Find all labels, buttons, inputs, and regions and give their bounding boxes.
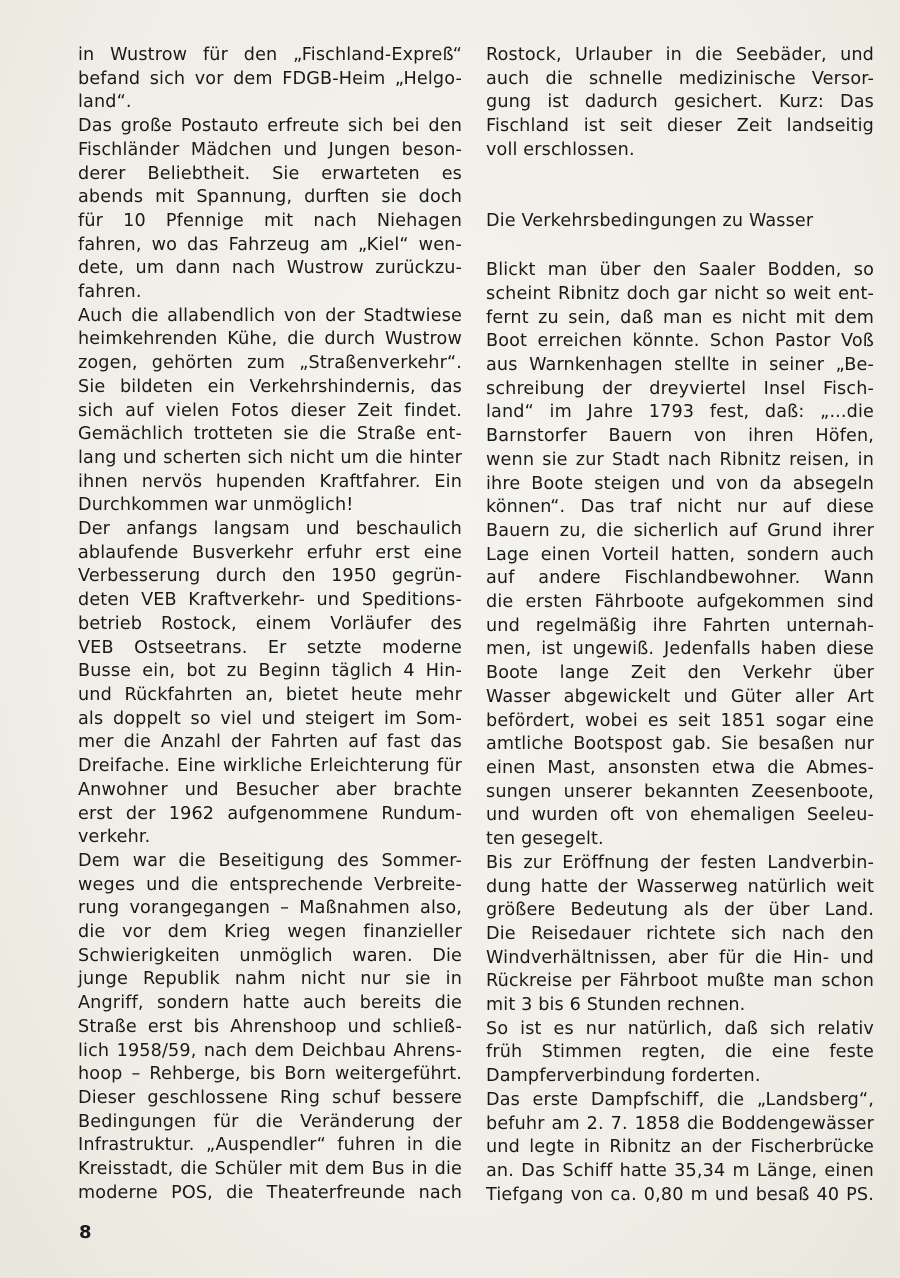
text-line: und wurden oft von ehemaligen Seeleu- — [486, 805, 874, 826]
text-line: erst der 1962 aufgenommene Rundum- — [78, 803, 462, 824]
text-line: lang und scherten sich nicht um die hinter — [78, 447, 462, 468]
text-line: Durchkommen war unmöglich! — [78, 495, 354, 516]
text-line: Bauern zu, die sicherlich auf Grund ihrer — [486, 520, 874, 541]
text-line: Infrastruktur. „Auspendler“ fuhren in die — [78, 1135, 462, 1156]
text-line: abends mit Spannung, durften sie doch — [78, 187, 462, 208]
text-line: früh Stimmen regten, die eine feste — [486, 1042, 874, 1063]
text-line: weges und die entsprechende Verbreite- — [78, 874, 462, 895]
text-line: gung ist dadurch gesichert. Kurz: Das — [486, 92, 874, 113]
text-line: dung hatte der Wasserweg natürlich weit — [486, 876, 874, 897]
text-line: dete, um dann nach Wustrow zurückzu- — [78, 258, 462, 279]
text-line: Wasser abgewickelt und Güter aller Art — [486, 686, 874, 707]
text-line: größere Bedeutung als der über Land. — [486, 900, 874, 921]
text-line: Boot erreichen könnte. Schon Pastor Voß — [486, 331, 874, 352]
text-line: mit 3 bis 6 Stunden rechnen. — [486, 995, 746, 1016]
text-line: Dreifache. Eine wirkliche Erleichterung für — [78, 756, 462, 777]
text-line: deten VEB Kraftverkehr- und Speditions- — [78, 590, 462, 611]
text-line: in Wustrow für den „Fischland-Expreß“ — [78, 45, 462, 65]
text-line: lich 1958/59, nach dem Deichbau Ahrens- — [78, 1040, 462, 1061]
text-line: Der anfangs langsam und beschaulich — [78, 519, 462, 540]
text-line: betrieb Rostock, einem Vorläufer des — [78, 613, 462, 634]
text-line: land“. — [78, 92, 132, 113]
text-line: als doppelt so viel und steigert im Som- — [78, 708, 462, 729]
text-line: Rückreise per Fährboot mußte man schon — [486, 971, 874, 992]
text-line: Das erste Dampfschiff, die „Landsberg“, — [486, 1089, 874, 1110]
text-line: Busse ein, bot zu Beginn täglich 4 Hin- — [78, 661, 462, 682]
text-line: mer die Anzahl der Fahrten auf fast das — [78, 732, 462, 753]
text-line: scheint Ribnitz doch gar nicht so weit ent- — [486, 283, 874, 304]
text-line: Fischland ist seit dieser Zeit landseitig — [486, 116, 874, 137]
text-line: So ist es nur natürlich, daß sich relativ — [486, 1018, 874, 1039]
right-column-intro — [486, 44, 874, 163]
text-line: hoop – Rehberge, bis Born weitergeführt. — [78, 1064, 462, 1085]
text-line: wenn sie zur Stadt nach Ribnitz reisen, in — [486, 449, 874, 470]
text-line: Barnstorfer Bauern von ihren Höfen, — [486, 426, 874, 447]
text-line: Gemächlich trotteten sie die Straße ent- — [78, 424, 462, 445]
text-line: voll erschlossen. — [486, 139, 635, 160]
text-line: moderne POS, die Theaterfreunde nach — [78, 1182, 462, 1203]
text-line: fahren, wo das Fahrzeug am „Kiel“ wen- — [78, 234, 462, 255]
text-line: Schwierigkeiten unmöglich waren. Die — [78, 945, 462, 966]
text-line: schreibung der dreyviertel Insel Fisch- — [486, 378, 874, 399]
text-line: heimkehrenden Kühe, die durch Wustrow — [78, 329, 462, 350]
text-line: ihnen nervös hupenden Kraftfahrer. Ein — [78, 471, 462, 492]
text-line: zogen, gehörten zum „Straßenverkehr“. — [78, 353, 462, 374]
text-line: fahren. — [78, 282, 142, 303]
text-line: und regelmäßig ihre Fahrten unternah- — [486, 615, 874, 636]
text-line: Das große Postauto erfreute sich bei den — [78, 116, 462, 137]
text-line: Tiefgang von ca. 0,80 m und besaß 40 PS. — [486, 1184, 874, 1205]
left-text-column — [78, 44, 462, 1205]
text-line: Bedingungen für die Veränderung der — [78, 1111, 462, 1132]
text-line: auch die schnelle medizinische Versor- — [486, 68, 874, 89]
text-line: befuhr am 2. 7. 1858 die Boddengewässer — [486, 1113, 874, 1134]
text-line: Dem war die Beseitigung des Sommer- — [78, 850, 462, 871]
right-text-column — [486, 44, 874, 1207]
text-line: junge Republik nahm nicht nur sie in — [78, 969, 462, 990]
text-line: befördert, wobei es seit 1851 sogar eine — [486, 710, 874, 731]
text-line: rung vorangegangen – Maßnahmen also, — [78, 898, 462, 919]
text-line: Blickt man über den Saaler Bodden, so — [486, 260, 874, 281]
text-line: Fischländer Mädchen und Jungen beson- — [78, 139, 462, 160]
text-line: Sie bildeten ein Verkehrshindernis, das — [78, 376, 462, 397]
text-line: die vor dem Krieg wegen finanzieller — [78, 922, 462, 943]
text-line: ablaufende Busverkehr erfuhr erst eine — [78, 542, 462, 563]
text-line: ihre Boote steigen und von da absegeln — [486, 473, 874, 494]
text-line: und Rückfahrten an, bietet heute mehr — [78, 684, 462, 705]
text-line: auf andere Fischlandbewohner. Wann — [486, 568, 874, 589]
text-line: sich auf vielen Fotos dieser Zeit findet. — [78, 400, 462, 421]
text-line: land“ im Jahre 1793 fest, daß: „...die — [486, 402, 874, 423]
section-spacer — [486, 163, 874, 210]
text-line: an. Das Schiff hatte 35,34 m Länge, einen — [486, 1160, 874, 1181]
text-line: Windverhältnissen, aber für die Hin- und — [486, 947, 874, 968]
text-line: amtliche Bootspost gab. Sie besaßen nur — [486, 734, 874, 755]
text-line: Bis zur Eröffnung der festen Landverbin- — [486, 852, 874, 873]
text-line: einen Mast, ansonsten etwa die Abmes- — [486, 757, 874, 778]
section-heading: Die Verkehrsbedingungen zu Wasser — [486, 210, 814, 231]
text-line: aus Warnkenhagen stellte in seiner „Be- — [486, 355, 874, 376]
text-line: Verbesserung durch den 1950 gegrün- — [78, 566, 462, 587]
text-line: befand sich vor dem FDGB-Heim „Helgo- — [78, 68, 462, 89]
text-line: können“. Das traf nicht nur auf diese — [486, 497, 874, 518]
text-line: men, ist ungewiß. Jedenfalls haben diese — [486, 639, 874, 660]
text-line: und legte in Ribnitz an der Fischerbrücke — [486, 1137, 874, 1158]
text-line: sungen unserer bekannten Zeesenboote, — [486, 781, 874, 802]
text-line: Straße erst bis Ahrenshoop und schließ- — [78, 1016, 462, 1037]
text-line: Angriff, sondern hatte auch bereits die — [78, 993, 462, 1014]
text-line: Dampferverbindung forderten. — [486, 1066, 761, 1087]
text-line: fernt zu sein, daß man es nicht mit dem — [486, 307, 874, 328]
text-line: verkehr. — [78, 827, 151, 848]
text-line: Rostock, Urlauber in die Seebäder, und — [486, 45, 874, 65]
right-column-body — [486, 259, 874, 1207]
section-spacer — [486, 233, 874, 259]
text-line: Auch die allabendlich von der Stadtwiese — [78, 305, 462, 326]
text-line: Lage einen Vorteil hatten, sondern auch — [486, 544, 874, 565]
text-line: Die Reisedauer richtete sich nach den — [486, 923, 874, 944]
text-line: Kreisstadt, die Schüler mit dem Bus in die — [78, 1159, 462, 1180]
text-line: derer Beliebtheit. Sie erwarteten es — [78, 163, 462, 184]
page-number: 8 — [79, 1222, 92, 1243]
text-line: ten gesegelt. — [486, 829, 604, 850]
text-line: Dieser geschlossene Ring schuf bessere — [78, 1087, 462, 1108]
text-line: Boote lange Zeit den Verkehr über — [486, 663, 874, 684]
text-line: für 10 Pfennige mit nach Niehagen — [78, 210, 462, 231]
text-line: die ersten Fährboote aufgekommen sind — [486, 592, 874, 613]
text-line: VEB Ostseetrans. Er setzte moderne — [78, 637, 462, 658]
text-line: Anwohner und Besucher aber brachte — [78, 779, 462, 800]
